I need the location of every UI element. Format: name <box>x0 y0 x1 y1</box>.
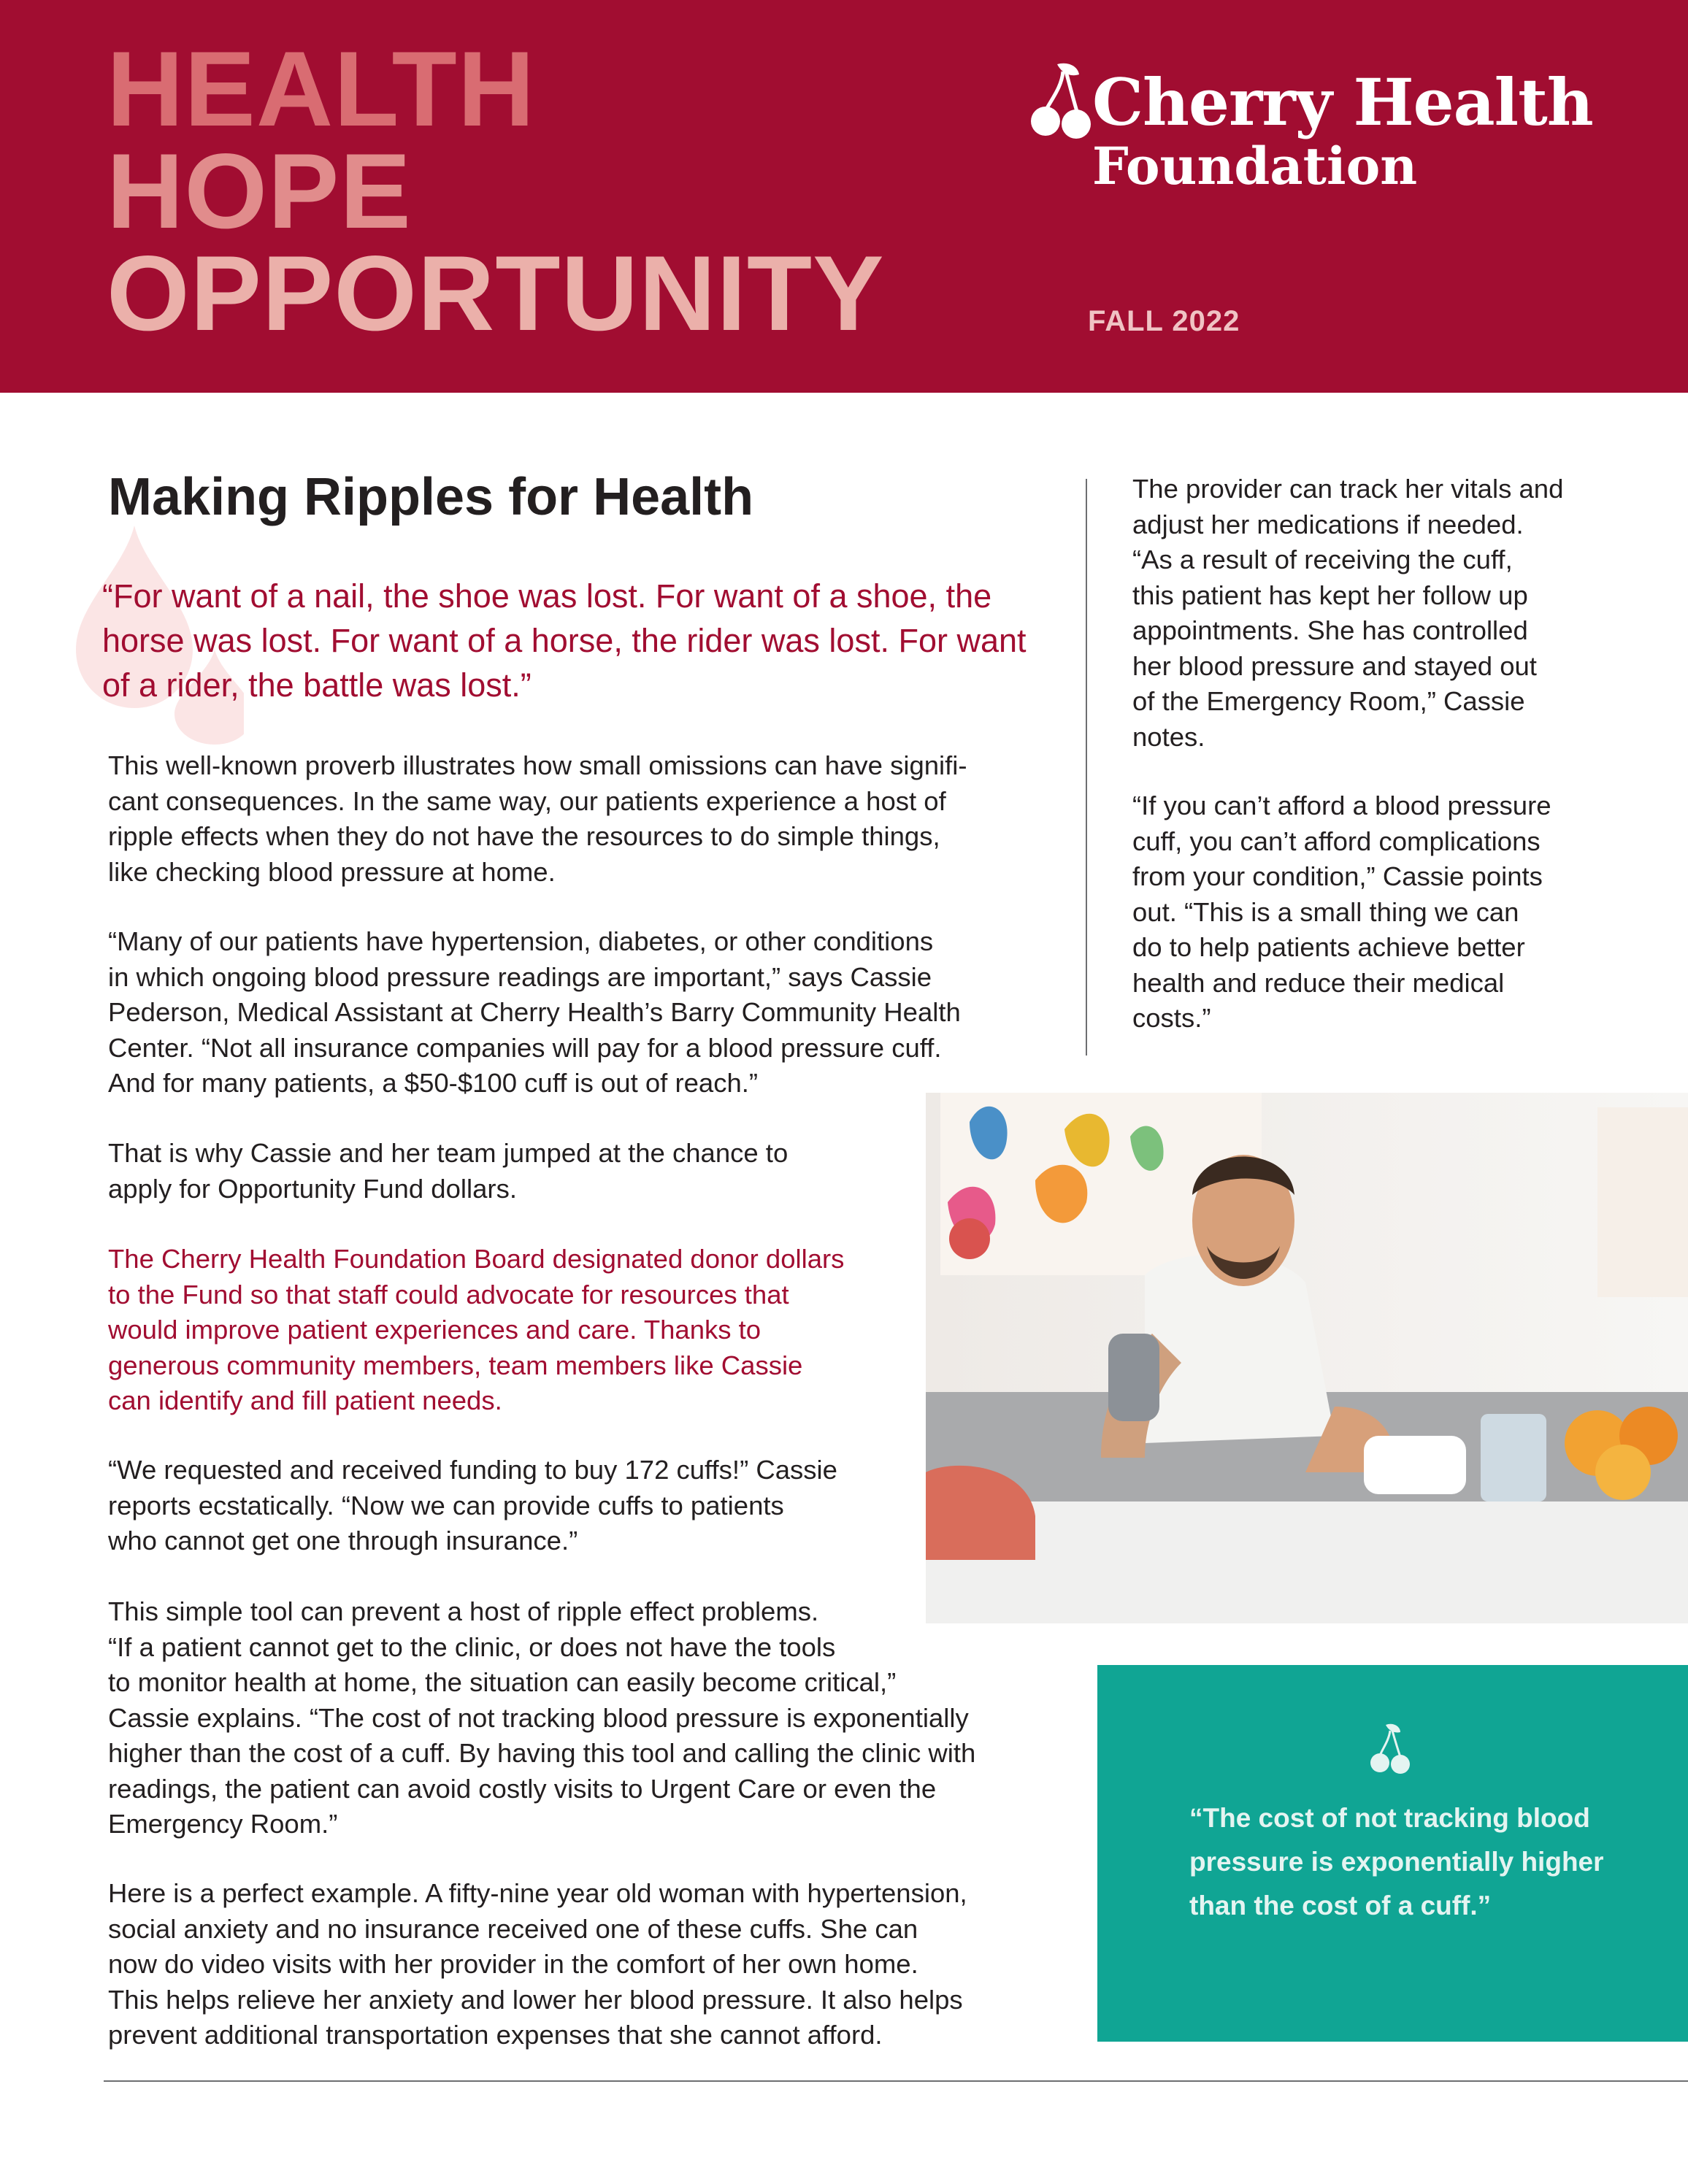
article-title: Making Ripples for Health <box>108 468 754 526</box>
headline-health: HEALTH <box>107 29 536 148</box>
logo-name: Cherry Health <box>1092 64 1593 140</box>
bottom-rule <box>104 2080 1688 2082</box>
body-paragraph-6: This simple tool can prevent a host of ripple effect problems. “If a patient cannot get to the clinic, or does not have the tools to monitor health at home, the situation can easily become critical,” Cassie explains. “The cost of not tracking blood pressure is exponentially higher than the cost of a cuff. By having this tool and calling the clinic with readings, the patient can avoid costly visits to Urgent Care or even the Emergency Room.” <box>108 1596 976 1839</box>
callout-quote: “The cost of not tracking blood pressure is exponentially higher than the cost of a cuff.” <box>1189 1803 1604 1920</box>
cherry-icon <box>1370 1722 1413 1776</box>
masthead <box>0 0 1688 393</box>
right-column-paragraph-2: “If you can’t afford a blood pressure cuff, you can’t afford complications from your condition,” Cassie points out. “This is a small thing we can do to help patients achieve better health and reduce their medical costs.” <box>1132 791 1551 1033</box>
man-measuring-blood-pressure-photo <box>926 1093 1688 1623</box>
body-paragraph-5: “We requested and received funding to buy 172 cuffs!” Cassie reports ecstatically. “Now we can provide cuffs to patients who cannot get one through insurance.” <box>108 1455 837 1556</box>
body-paragraph-3: That is why Cassie and her team jumped at the chance to apply for Opportunity Fund dollars. <box>108 1138 789 1204</box>
body-paragraph-4-highlight: The Cherry Health Foundation Board designated donor dollars to the Fund so that staff could advocate for resources that would improve patient experiences and care. Thanks to generous community members, team members like Cassie can identify and fill patient needs. <box>108 1244 845 1415</box>
callout-box <box>1097 1665 1688 2042</box>
headline-hope: HOPE <box>107 131 412 250</box>
logo-subtitle: Foundation <box>1092 136 1418 196</box>
cherry-icon <box>1029 58 1099 142</box>
column-divider <box>1086 479 1087 1056</box>
issue-season: FALL 2022 <box>1088 305 1240 337</box>
body-paragraph-2: “Many of our patients have hypertension, diabetes, or other conditions in which ongoing blood pressure readings are important,” says Cassie Pederson, Medical Assistant at Cherry Health’s Barry Community Health Center. “Not all insurance companies will pay for a blood pressure cuff. And for many patients, a $50-$100 cuff is out of reach.” <box>108 926 961 1098</box>
proverb-pull-quote: “For want of a nail, the shoe was lost. For want of a shoe, the horse was lost. For want of a horse, the rider was lost. For want of a rider, the battle was lost.” <box>102 577 1027 704</box>
body-paragraph-1: This well-known proverb illustrates how small omissions can have signifi- cant consequences. In the same way, our patients experience a host of ripple effects when they do not have the resources to do simple things, like checking blood pressure at home. <box>108 750 967 887</box>
cherry-health-foundation-logo <box>1029 51 1614 197</box>
headline-opportunity: OPPORTUNITY <box>107 234 885 353</box>
body-paragraph-7: Here is a perfect example. A fifty-nine year old woman with hypertension, social anxiety and no insurance received one of these cuffs. She can now do video visits with her provider in the comfort of her own home. This helps relieve her anxiety and lower her blood pressure. It also helps prevent additional transportation expenses that she cannot afford. <box>108 1878 967 2050</box>
right-column-paragraph-1: The provider can track her vitals and adjust her medications if needed. “As a result of receiving the cuff, this patient has kept her follow up appointments. She has controlled her blood pressure and stayed out of the Emergency Room,” Cassie notes. <box>1132 474 1564 752</box>
